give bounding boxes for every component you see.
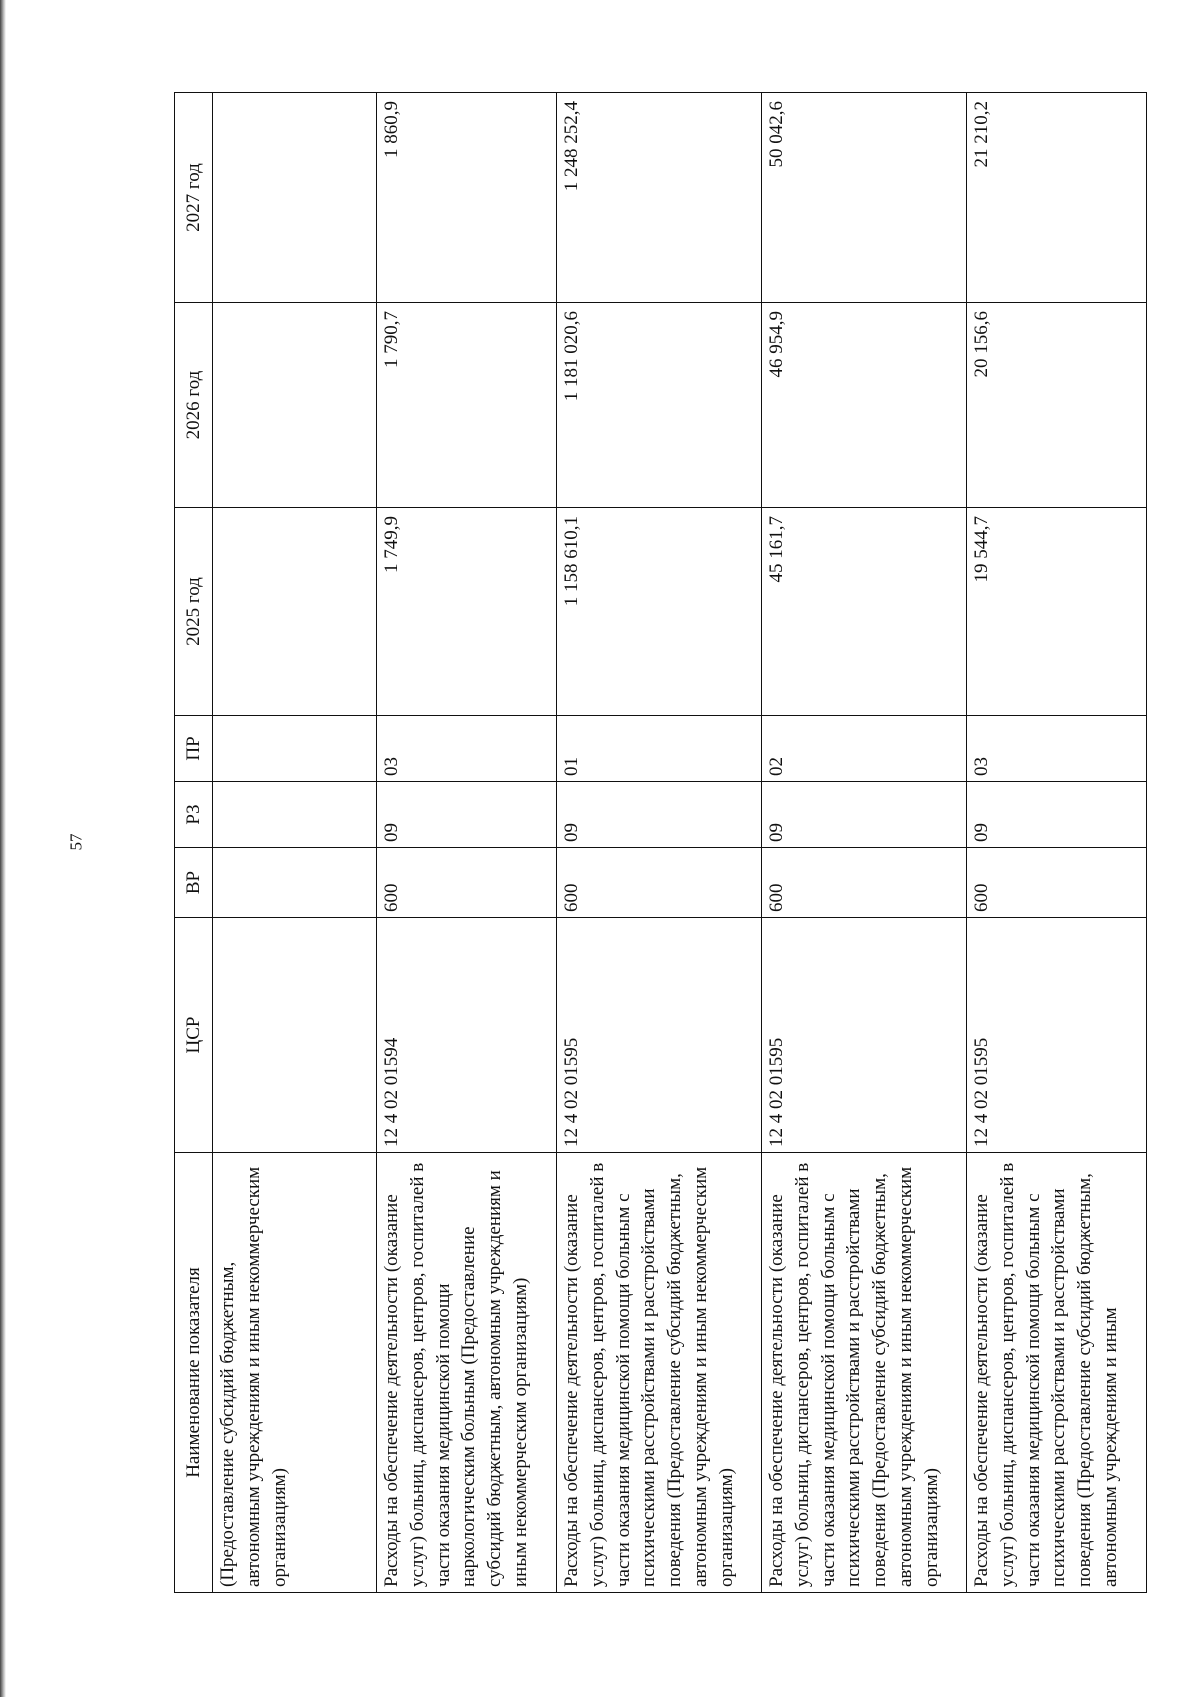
cell-rz: 09 [967, 782, 1147, 848]
cell-vr: 600 [557, 848, 762, 918]
cell-csr: 12 4 02 01594 [377, 918, 557, 1153]
cell-name: Расходы на обеспечение деятельности (оказание услуг) больниц, диспансеров, центров, госпиталей в части оказания медицинской помощи больным с психическими расстройствами и расстройствами поведения (Предоставление субсидий бюджетным, автономным учреждениям и иным [967, 1153, 1147, 1593]
header-2025: 2025 год [175, 508, 213, 716]
cell-vr: 600 [762, 848, 967, 918]
header-pr: ПР [175, 716, 213, 782]
header-row [175, 93, 213, 1593]
header-csr: ЦСР [175, 918, 213, 1153]
cell-csr: 12 4 02 01595 [967, 918, 1147, 1153]
cell-2025: 1 749,9 [377, 508, 557, 716]
cell-pr: 03 [967, 716, 1147, 782]
cell-name: Расходы на обеспечение деятельности (оказание услуг) больниц, диспансеров, центров, госпиталей в части оказания медицинской помощи больным с психическими расстройствами и расстройствами поведения (Предоставление субсидий бюджетным, автономным учреждениям и иным некоммерческим организациям) [762, 1153, 967, 1593]
cell-pr: 03 [377, 716, 557, 782]
cell-csr [213, 918, 377, 1153]
cell-vr: 600 [377, 848, 557, 918]
cell-2027: 50 042,6 [762, 93, 967, 303]
cell-rz: 09 [557, 782, 762, 848]
cell-2025: 45 161,7 [762, 508, 967, 716]
cell-2026: 1 181 020,6 [557, 303, 762, 508]
cell-2027 [213, 93, 377, 303]
cell-2026: 20 156,6 [967, 303, 1147, 508]
cell-name: (Предоставление субсидий бюджетным, автономным учреждениям и иным некоммерческим организациям) [213, 1153, 377, 1593]
cell-csr: 12 4 02 01595 [762, 918, 967, 1153]
header-2026: 2026 год [175, 303, 213, 508]
cell-pr [213, 716, 377, 782]
header-2027: 2027 год [175, 93, 213, 303]
header-vr: ВР [175, 848, 213, 918]
header-rz: РЗ [175, 782, 213, 848]
scan-edge [0, 0, 6, 1697]
cell-csr: 12 4 02 01595 [557, 918, 762, 1153]
cell-2026 [213, 303, 377, 508]
table-row [762, 93, 967, 1593]
table-row [967, 93, 1147, 1593]
cell-rz [213, 782, 377, 848]
cell-2027: 1 248 252,4 [557, 93, 762, 303]
cell-name: Расходы на обеспечение деятельности (оказание услуг) больниц, диспансеров, центров, госпиталей в части оказания медицинской помощи наркологическим больным (Предоставление субсидий бюджетным, автономным учреждениям и иным некоммерческим организациям) [377, 1153, 557, 1593]
budget-table [174, 92, 1147, 1593]
cell-2025 [213, 508, 377, 716]
cell-vr: 600 [967, 848, 1147, 918]
header-name: Наименование показателя [175, 1153, 213, 1593]
table-row [557, 93, 762, 1593]
cell-rz: 09 [762, 782, 967, 848]
cell-2025: 1 158 610,1 [557, 508, 762, 716]
table-row [377, 93, 557, 1593]
rotated-table-wrapper [174, 93, 1122, 1593]
cell-2027: 21 210,2 [967, 93, 1147, 303]
cell-2025: 19 544,7 [967, 508, 1147, 716]
page-number: 57 [66, 833, 86, 851]
cell-2026: 1 790,7 [377, 303, 557, 508]
cell-pr: 02 [762, 716, 967, 782]
cell-vr [213, 848, 377, 918]
table-row [213, 93, 377, 1593]
cell-name: Расходы на обеспечение деятельности (оказание услуг) больниц, диспансеров, центров, госпиталей в части оказания медицинской помощи больным с психическими расстройствами и расстройствами поведения (Предоставление субсидий бюджетным, автономным учреждениям и иным некоммерческим организациям) [557, 1153, 762, 1593]
cell-2026: 46 954,9 [762, 303, 967, 508]
cell-2027: 1 860,9 [377, 93, 557, 303]
cell-pr: 01 [557, 716, 762, 782]
cell-rz: 09 [377, 782, 557, 848]
